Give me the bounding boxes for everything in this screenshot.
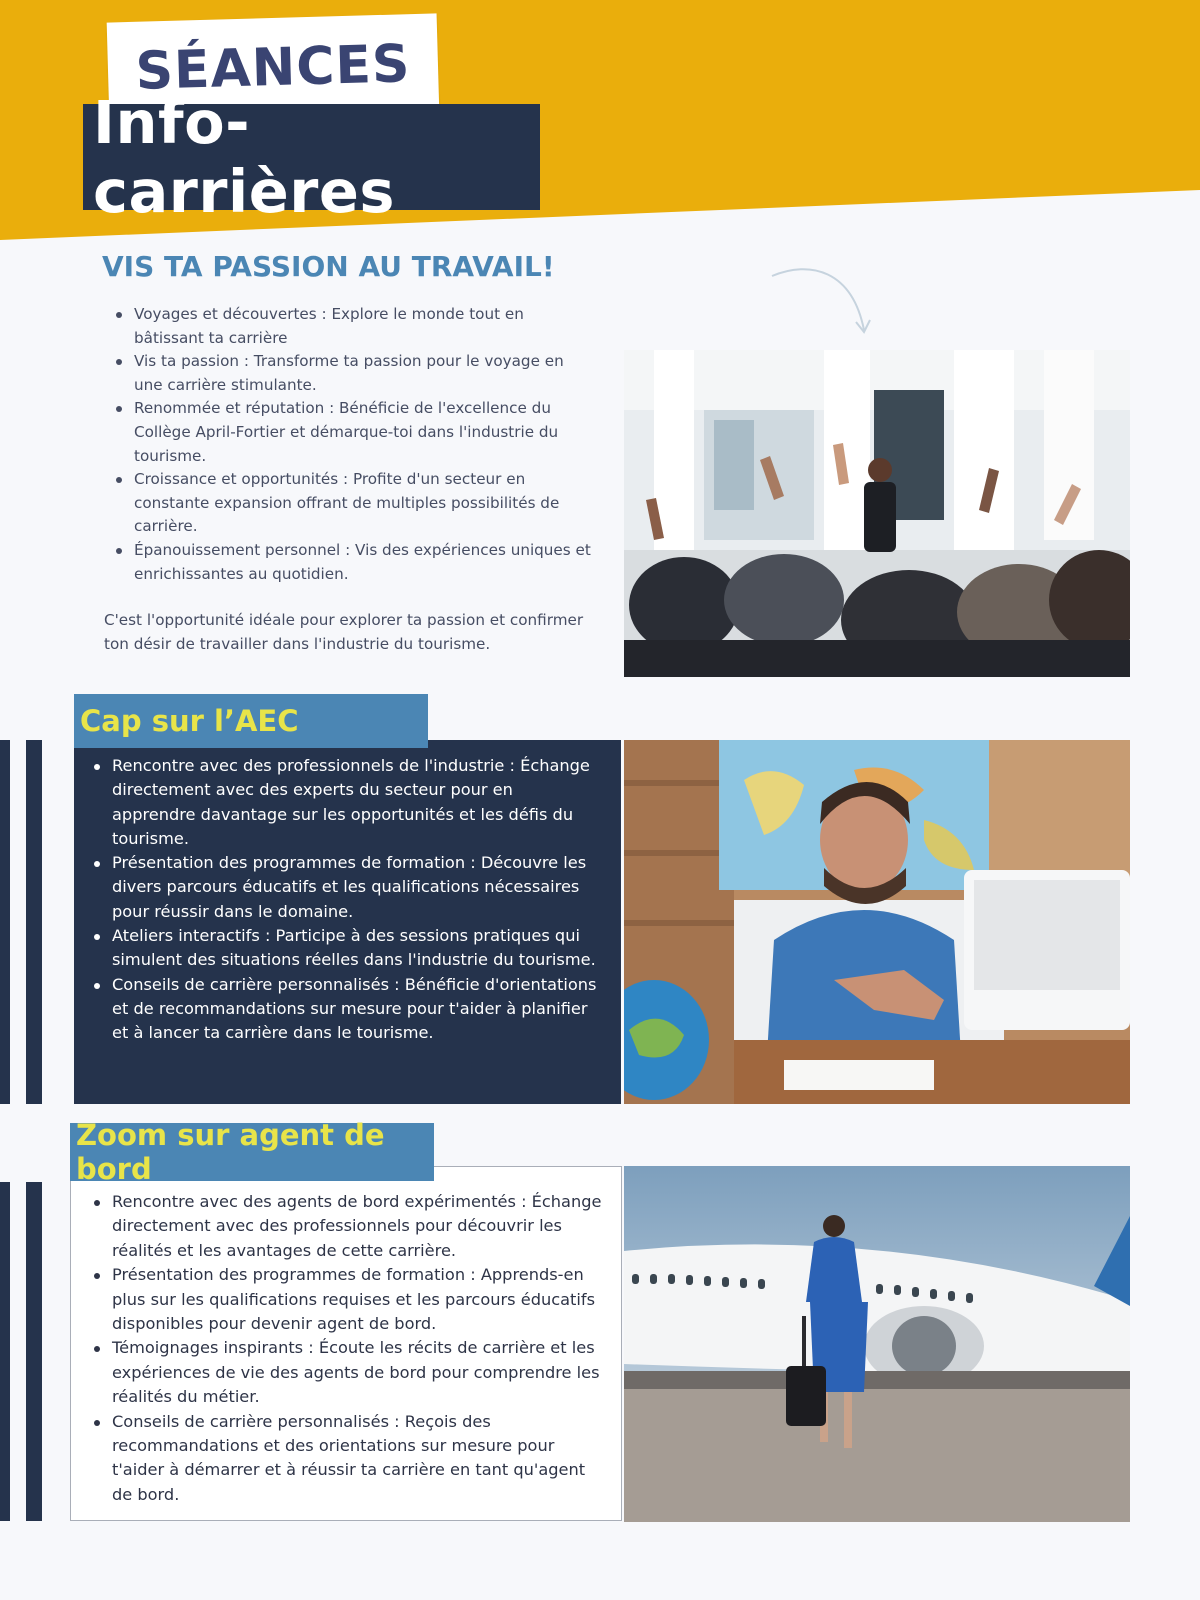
list-item: Vis ta passion : Transforme ta passion pour le voyage en une carrière stimulante. xyxy=(110,350,595,397)
list-item: Présentation des programmes de formation : Apprends-en plus sur les qualifications requises et les parcours éducatifs disponibles pour devenir agent de bord. xyxy=(88,1263,603,1336)
decorative-stripe xyxy=(26,740,42,1104)
title-seances: SÉANCES xyxy=(107,13,440,122)
list-item: Épanouissement personnel : Vis des expériences uniques et enrichissantes au quotidien. xyxy=(110,539,595,586)
passion-closing-text: C'est l'opportunité idéale pour explorer ta passion et confirmer ton désir de travailler dans l'industrie du tourisme. xyxy=(104,611,584,653)
list-item: Présentation des programmes de formation : Découvre les divers parcours éducatifs et les qualifications nécessaires pour réussir dans le domaine. xyxy=(88,851,598,924)
conference-photo xyxy=(624,350,1130,677)
decorative-stripe xyxy=(26,1182,42,1521)
list-item: Renommée et réputation : Bénéficie de l'excellence du Collège April-Fortier et démarque-toi dans l'industrie du tourisme. xyxy=(110,397,595,468)
list-item: Rencontre avec des professionnels de l'industrie : Échange directement avec des experts du secteur pour en apprendre davantage sur les opportunités et les défis du tourisme. xyxy=(88,754,598,851)
curved-arrow-icon xyxy=(770,264,880,344)
title-info-carrieres: Info-carrières xyxy=(83,104,540,210)
list-item: Conseils de carrière personnalisés : Reçois des recommandations et des orientations sur mesure pour t'aider à démarrer et à réussir ta carrière en tant qu'agent de bord. xyxy=(88,1410,603,1508)
decorative-stripe xyxy=(0,1182,10,1521)
travel-agent-photo xyxy=(624,740,1130,1104)
zoom-list xyxy=(88,1190,603,1507)
list-item: Rencontre avec des agents de bord expérimentés : Échange directement avec des professionnels pour découvrir les réalités et les avantages de cette carrière. xyxy=(88,1190,603,1263)
aec-heading: Cap sur l’AEC xyxy=(74,694,428,748)
passion-heading: VIS TA PASSION AU TRAVAIL! xyxy=(102,250,555,283)
aec-list xyxy=(88,754,598,1046)
flight-attendant-photo xyxy=(624,1166,1130,1522)
list-item: Croissance et opportunités : Profite d'un secteur en constante expansion offrant de multiples possibilités de carrière. xyxy=(110,468,595,539)
list-item: Conseils de carrière personnalisés : Bénéficie d'orientations et de recommandations sur mesure pour t'aider à planifier et à lancer ta carrière dans le tourisme. xyxy=(88,973,598,1046)
zoom-heading: Zoom sur agent de bord xyxy=(70,1123,434,1181)
list-item: Voyages et découvertes : Explore le monde tout en bâtissant ta carrière xyxy=(110,303,595,350)
decorative-stripe xyxy=(0,740,10,1104)
passion-list xyxy=(110,303,595,586)
list-item: Témoignages inspirants : Écoute les récits de carrière et les expériences de vie des agents de bord pour comprendre les réalités du métier. xyxy=(88,1336,603,1409)
list-item: Ateliers interactifs : Participe à des sessions pratiques qui simulent des situations réelles dans l'industrie du tourisme. xyxy=(88,924,598,973)
